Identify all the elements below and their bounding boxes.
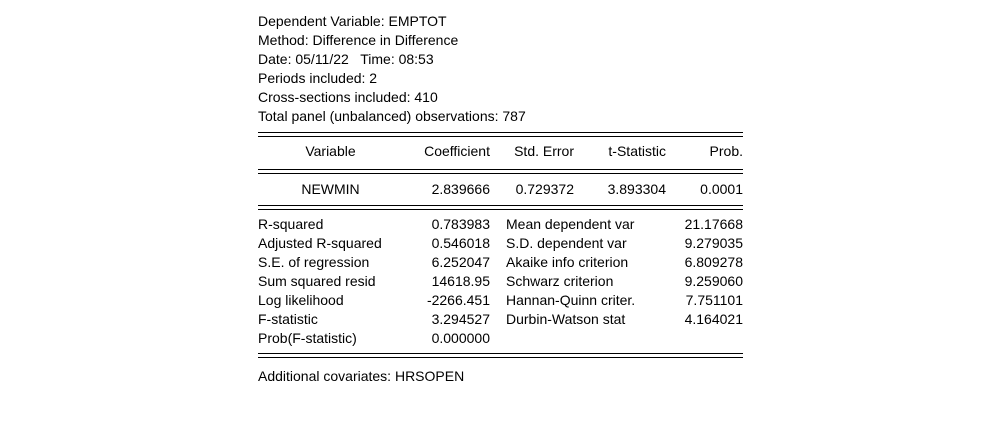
stats-row (258, 310, 743, 329)
stat-value: 21.17668 (684, 216, 743, 232)
stat-label: R-squared (258, 216, 324, 232)
stats-row (258, 329, 743, 348)
col-header-prob: Prob. (709, 143, 743, 159)
stat-value: 4.164021 (684, 311, 743, 327)
stat-value: 7.751101 (685, 292, 743, 308)
stat-value: 0.546018 (431, 235, 490, 251)
stat-label: Hannan-Quinn criter. (506, 292, 636, 308)
stat-label: Schwarz criterion (506, 273, 614, 289)
stats-row (258, 291, 743, 310)
row-t-statistic: 3.893304 (607, 181, 666, 197)
method-line: Method: Difference in Difference (258, 32, 459, 48)
stat-label: Sum squared resid (258, 273, 376, 289)
row-std-error: 0.729372 (515, 181, 574, 197)
stat-value: 6.252047 (431, 254, 490, 270)
regression-output (258, 12, 743, 386)
stat-label: Mean dependent var (506, 216, 635, 232)
stat-value: 9.279035 (684, 235, 743, 251)
stat-value: 0.783983 (431, 216, 490, 232)
stat-value: 0.000000 (431, 330, 490, 346)
additional-covariates-line: Additional covariates: HRSOPEN (258, 368, 465, 384)
stat-label: Log likelihood (258, 292, 344, 308)
stat-value: 9.259060 (684, 273, 743, 289)
stat-label: F-statistic (258, 311, 318, 327)
stat-label: Durbin-Watson stat (506, 311, 626, 327)
col-header-coefficient: Coefficient (424, 143, 490, 159)
stat-label: Prob(F-statistic) (258, 330, 357, 346)
observations-line: Total panel (unbalanced) observations: 787 (258, 108, 526, 124)
stats-row (258, 272, 743, 291)
row-prob: 0.0001 (700, 181, 743, 197)
periods-line: Periods included: 2 (258, 70, 378, 86)
stat-label: S.D. dependent var (506, 235, 627, 251)
col-header-std-error: Std. Error (514, 143, 574, 159)
stat-value: 6.809278 (684, 254, 743, 270)
coef-table-header (258, 142, 743, 161)
stat-label: Adjusted R-squared (258, 235, 382, 251)
stat-value: 14618.95 (431, 273, 490, 289)
table-row (258, 180, 743, 199)
stats-row (258, 253, 743, 272)
dependent-variable-line: Dependent Variable: EMPTOT (258, 13, 447, 29)
row-coefficient: 2.839666 (431, 181, 490, 197)
stat-label: Akaike info criterion (506, 254, 629, 270)
col-header-variable: Variable (305, 143, 356, 159)
date-time-line: Date: 05/11/22 Time: 08:53 (258, 51, 434, 67)
stat-value: -2266.451 (426, 292, 490, 308)
summary-stats (258, 215, 743, 348)
col-header-t-statistic: t-Statistic (608, 143, 666, 159)
row-variable: NEWMIN (301, 181, 360, 197)
stat-label: S.E. of regression (258, 254, 370, 270)
cross-sections-line: Cross-sections included: 410 (258, 89, 438, 105)
stats-row (258, 234, 743, 253)
stat-value: 3.294527 (431, 311, 490, 327)
stats-row (258, 215, 743, 234)
